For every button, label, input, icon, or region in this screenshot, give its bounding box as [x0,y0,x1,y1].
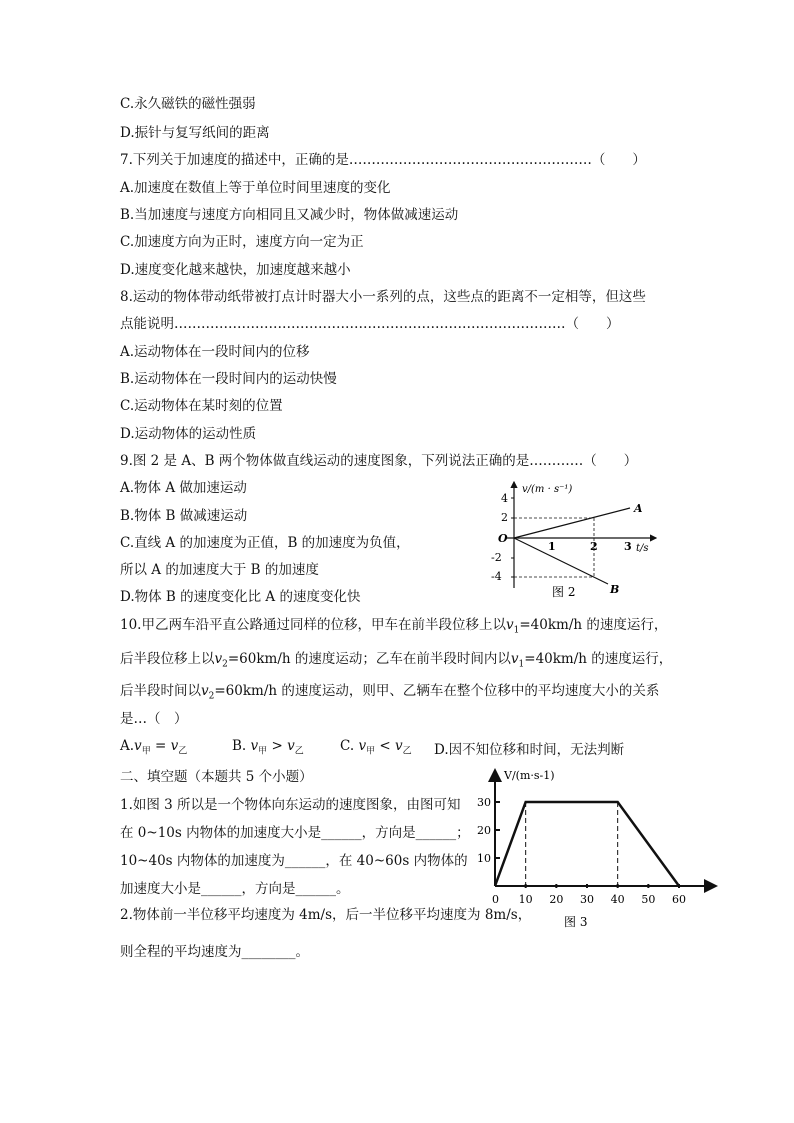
q10-text: 后半段时间以 [120,683,201,699]
question-10-line3 [120,682,659,706]
x-tick-label: 0 [492,893,499,906]
v-symbol: v [505,617,514,633]
fill-1-line: 加速度大小是______，方向是______。 [120,881,350,897]
figure-2 [486,476,686,601]
option-line: A.物体 A 做加速运动 [120,480,247,496]
y-tick-label: 10 [477,852,491,865]
q10-text: =40km/h 的速度运行， [524,651,673,667]
subscript: 1 [518,659,525,670]
opt-label: A. [120,738,135,754]
subscript: 2 [208,691,215,702]
fig2-caption: 图 2 [552,585,576,599]
fill-1-line: 10~40s 内物体的加速度为______，在 40~60s 内物体的 [120,853,468,869]
subscript: 甲 [366,746,376,757]
fill-1-line: 在 0~10s 内物体的加速度大小是______，方向是______； [120,825,470,841]
option-line: D.物体 B 的速度变化比 A 的速度变化快 [120,589,361,605]
q10-text: 后半段位移上以 [120,651,215,667]
figure-3-chart [470,764,730,932]
q10-text: =60km/h 的速度运动；乙车在前半段时间内以 [227,651,511,667]
subscript: 乙 [294,746,304,757]
operator: = [155,738,167,754]
section-2-heading: 二、填空题（本题共 5 个小题） [120,769,313,785]
fig2-xtick: 3 [624,540,632,553]
option-line: C.直线 A 的加速度为正值，B 的加速度为负值， [120,535,410,551]
option-line: C.运动物体在某时刻的位置 [120,398,283,414]
label-b: B [610,583,620,596]
subscript: 甲 [258,746,268,757]
fig2-xtick: 2 [590,540,598,553]
option-line: B.物体 B 做减速运动 [120,508,248,524]
subscript: 甲 [141,746,151,757]
opt-label: C. [340,738,355,754]
option-c [340,738,412,757]
option-line: D.运动物体的运动性质 [120,426,257,442]
subscript: 乙 [178,746,188,757]
q10-text: =60km/h 的速度运动，则甲、乙辆车在整个位移中的平均速度大小的关系 [214,683,660,699]
opt-label: B. [232,738,247,754]
x-tick-label: 50 [641,893,656,906]
question-10-line1 [120,616,667,640]
y-tick-label: 30 [477,796,491,809]
fill-1-line: 1.如图 3 所以是一个物体向东运动的速度图象，由图可知 [120,797,461,813]
option-line: C.永久磁铁的磁性强弱 [120,96,256,112]
fig2-origin: O [498,532,508,545]
fig2-ytick: -2 [491,551,502,564]
option-line: C.加速度方向为正时，速度方向一定为正 [120,234,364,250]
x-tick-label: 60 [672,893,686,906]
fig2-ytick: 4 [501,492,508,505]
option-d: D.因不知位移和时间，无法判断 [434,742,625,758]
v-symbol: v [250,738,259,754]
x-tick-label: 40 [610,893,625,906]
velocity-line [495,802,679,886]
fig2-xtick: 1 [548,540,556,553]
question-9: 9.图 2 是 A、B 两个物体做直线运动的速度图象，下列说法正确的是…………（ ） [120,453,638,469]
operator: > [271,738,283,754]
operator: < [379,738,391,754]
y-tick-label: 20 [477,824,491,837]
line-a [514,508,630,538]
x-tick-label: 10 [518,893,533,906]
subscript: 2 [222,659,228,670]
fig3-ylabel: V/(m·s-1) [504,769,555,782]
option-b [232,738,304,757]
fill-2-line: 2.物体前一半位移平均速度为 4m/s，后一半位移平均速度为 8m/s， [120,907,532,923]
v-symbol: v [134,738,142,754]
v-symbol: v [358,738,367,754]
question-8: 8.运动的物体带动纸带被打点计时器大小一系列的点，这些点的距离不一定相等，但这些 [120,289,646,305]
v-symbol: v [170,738,179,754]
fig3-caption: 图 3 [564,915,588,929]
option-line: D.振针与复写纸间的距离 [120,125,270,141]
v-symbol: v [214,651,223,667]
question-7: 7.下列关于加速度的描述中，正确的是………………………………………………（ ） [120,152,646,168]
question-10-line2 [120,650,672,674]
question-10-line4: 是…（ ） [120,711,188,727]
q10-text: =40km/h 的速度运行， [519,617,668,633]
x-tick-label: 30 [580,893,594,906]
v-symbol: v [201,683,209,699]
fig2-ytick: 2 [501,511,508,524]
option-line: 所以 A 的加速度大于 B 的加速度 [120,562,319,578]
option-line: B.运动物体在一段时间内的运动快慢 [120,371,337,387]
fill-2-line: 则全程的平均速度为________。 [120,944,309,960]
fig2-xlabel: t/s [636,543,649,554]
x-tick-label: 20 [549,893,564,906]
option-line: B.当加速度与速度方向相同且又减少时，物体做减速运动 [120,207,459,223]
subscript: 乙 [402,746,412,757]
fig2-ytick: -4 [491,570,502,583]
label-a: A [634,502,643,515]
v-symbol: v [395,738,403,754]
subscript: 1 [513,625,520,636]
q10-text: 10.甲乙两车沿平直公路通过同样的位移，甲车在前半段位移上以 [120,617,506,633]
v-symbol: v [510,651,519,667]
question-8-cont: 点能说明……………………………………………………………………………（ ） [120,316,620,332]
option-line: A.运动物体在一段时间内的位移 [120,344,310,360]
option-line: D.速度变化越来越快，加速度越来越小 [120,262,351,278]
option-line: A.加速度在数值上等于单位时间里速度的变化 [120,180,391,196]
option-a [120,738,187,757]
fig2-ylabel: v/(m · s⁻¹) [522,484,573,495]
v-symbol: v [287,738,295,754]
